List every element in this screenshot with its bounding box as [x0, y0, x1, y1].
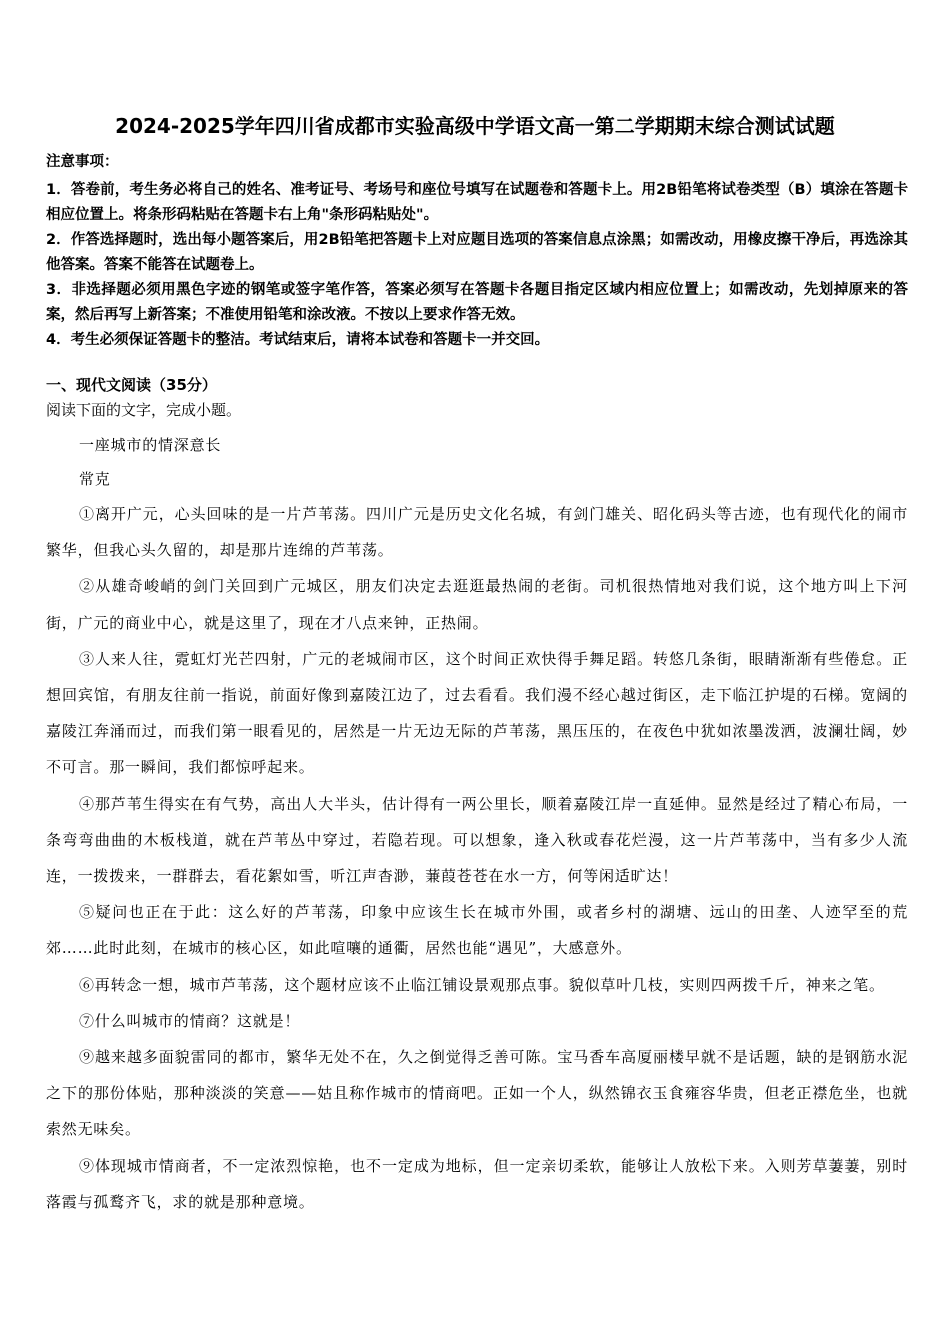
- article-title: 一座城市的情深意长: [79, 436, 222, 454]
- section-heading: 一、现代文阅读（35分）: [46, 376, 217, 394]
- reading-instruction: 阅读下面的文字，完成小题。: [46, 401, 242, 419]
- reading-article: [46, 428, 908, 1220]
- article-paragraph: ⑦什么叫城市的情商？这就是！: [79, 1011, 301, 1030]
- notice-item: 3．非选择题必须用黑色字迹的钢笔或签字笔作答，答案必须写在答题卡各题目指定区域内相应位置上；如需改动，先划掉原来的答案，然后再写上新答案；不准使用铅笔和涂改液。不按以上要求作答无效。: [46, 282, 908, 323]
- article-paragraph: ③人来人往，霓虹灯光芒四射，广元的老城闹市区，这个时间正欢快得手舞足蹈。转悠几条街，眼睛渐渐有些倦怠。正想回宾馆，有朋友往前一指说，前面好像到嘉陵江边了，过去看看。我们漫不经心越过街区，走下临江护堤的石梯。宽阔的嘉陵江奔涌而过，而我们第一眼看见的，居然是一片无边无际的芦苇荡，黑压压的，在夜色中犹如浓墨泼洒，波澜壮阔，妙不可言。那一瞬间，我们都惊呼起来。: [46, 649, 908, 777]
- article-paragraph: ④那芦苇生得实在有气势，高出人大半头，估计得有一两公里长，顺着嘉陵江岸一直延伸。显然是经过了精心布局，一条弯弯曲曲的木板栈道，就在芦苇丛中穿过，若隐若现。可以想象，逢入秋或春花烂漫，这一片芦苇荡中，当有多少人流连，一拨拨来，一群群去，看花絮如雪，听江声杳渺，蒹葭苍苍在水一方，何等闲适旷达！: [46, 794, 908, 886]
- article-paragraph: ②从雄奇峻峭的剑门关回到广元城区，朋友们决定去逛逛最热闹的老街。司机很热情地对我们说，这个地方叫上下河街，广元的商业中心，就是这里了，现在才八点来钟，正热闹。: [46, 577, 908, 632]
- notice-item: 1．答卷前，考生务必将自己的姓名、准考证号、考场号和座位号填写在试题卷和答题卡上。用2B铅笔将试卷类型（B）填涂在答题卡相应位置上。将条形码粘贴在答题卡右上角"条形码粘贴处"。: [46, 182, 908, 223]
- article-paragraph: ⑥再转念一想，城市芦苇荡，这个题材应该不止临江铺设景观那点事。貌似草叶几枝，实则四两拨千斤，神来之笔。: [79, 975, 885, 994]
- article-paragraph: ⑤疑问也正在于此：这么好的芦苇荡，印象中应该生长在城市外围，或者乡村的湖塘、远山的田垄、人迹罕至的荒郊……此时此刻，在城市的核心区，如此喧嚷的通衢，居然也能“遇见”，大感意外。: [46, 903, 908, 958]
- article-author: 常克: [79, 470, 111, 488]
- notice-list: [46, 178, 908, 353]
- article-paragraph: ⑨越来越多面貌雷同的都市，繁华无处不在，久之倒觉得乏善可陈。宝马香车高厦丽楼早就不是话题，缺的是钢筋水泥之下的那份体贴，那种淡淡的笑意——姑且称作城市的情商吧。正如一个人，纵然锦衣玉食雍容华贵，但老正襟危坐，也就索然无味矣。: [46, 1048, 908, 1139]
- article-paragraph: ⑨体现城市情商者，不一定浓烈惊艳，也不一定成为地标，但一定亲切柔软，能够让人放松下来。入则芳草萋萋，别时落霞与孤鹜齐飞，求的就是那种意境。: [46, 1156, 908, 1211]
- exam-title: 2024-2025学年四川省成都市实验高级中学语文高一第二学期期末综合测试试题: [115, 114, 835, 138]
- notice-item: 2．作答选择题时，选出每小题答案后，用2B铅笔把答题卡上对应题目选项的答案信息点涂黑；如需改动，用橡皮擦干净后，再选涂其他答案。答案不能答在试题卷上。: [46, 232, 908, 273]
- article-paragraph: ①离开广元，心头回味的是一片芦苇荡。四川广元是历史文化名城，有剑门雄关、昭化码头等古迹，也有现代化的闹市繁华，但我心头久留的，却是那片连绵的芦苇荡。: [46, 505, 908, 560]
- notice-item: 4．考生必须保证答题卡的整洁。考试结束后，请将本试卷和答题卡一并交回。: [46, 332, 550, 348]
- notice-heading: 注意事项：: [46, 154, 119, 170]
